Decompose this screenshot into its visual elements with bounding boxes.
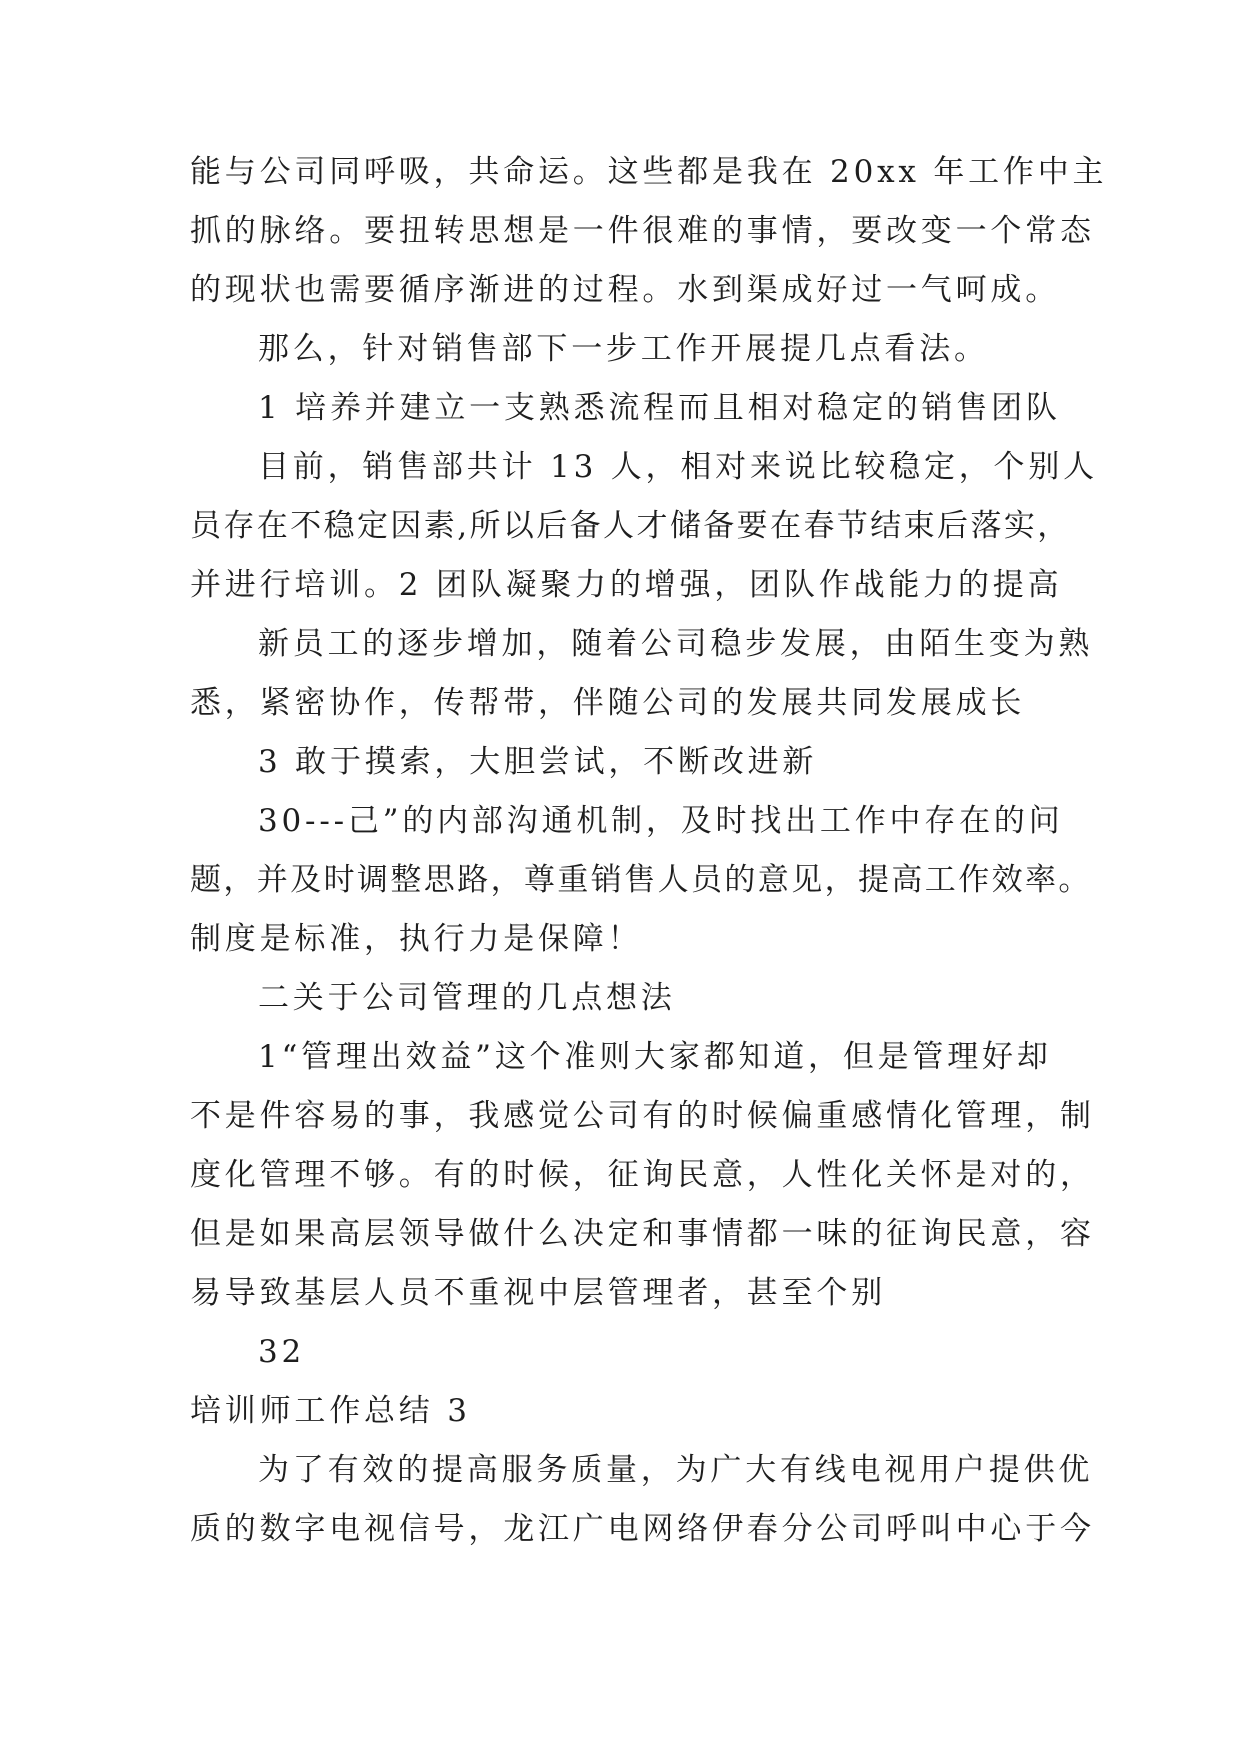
- text-line: 不是件容易的事，我感觉公司有的时候偏重感情化管理，制: [190, 1098, 1095, 1134]
- text-line: 悉，紧密协作，传帮带，伴随公司的发展共同发展成长: [190, 685, 1026, 721]
- list-item-heading: 3 敢于摸索，大胆尝试，不断改进新: [258, 744, 818, 780]
- text-line: 1“管理出效益”这个准则大家都知道，但是管理好却: [258, 1039, 1052, 1075]
- text-line: 度化管理不够。有的时候，征询民意，人性化关怀是对的，: [190, 1157, 1095, 1193]
- text-line: 题，并及时调整思路，尊重销售人员的意见，提高工作效率。: [190, 862, 1092, 898]
- text-line: 质的数字电视信号，龙江广电网络伊春分公司呼叫中心于今: [190, 1511, 1095, 1547]
- text-line: 目前，销售部共计 13 人，相对来说比较稳定，个别人: [258, 449, 1098, 485]
- text-line: 易导致基层人员不重视中层管理者，甚至个别: [190, 1275, 886, 1311]
- text-line: 30---己”的内部沟通机制，及时找出工作中存在的问: [258, 803, 1064, 839]
- page-number: 32: [258, 1334, 306, 1370]
- list-item-heading: 1 培养并建立一支熟悉流程而且相对稳定的销售团队: [258, 390, 1061, 426]
- text-line: 并进行培训。2 团队凝聚力的增强，团队作战能力的提高: [190, 567, 1063, 603]
- text-line: 能与公司同呼吸，共命运。这些都是我在 20xx 年工作中主: [190, 154, 1108, 190]
- text-line: 抓的脉络。要扭转思想是一件很难的事情，要改变一个常态: [190, 213, 1095, 249]
- text-line: 但是如果高层领导做什么决定和事情都一味的征询民意，容: [190, 1216, 1095, 1252]
- text-line: 为了有效的提高服务质量，为广大有线电视用户提供优: [258, 1452, 1094, 1488]
- section-heading: 二关于公司管理的几点想法: [258, 980, 676, 1016]
- text-line: 制度是标准，执行力是保障！: [190, 921, 643, 957]
- text-line: 那么，针对销售部下一步工作开展提几点看法。: [258, 331, 989, 367]
- text-line: 员存在不稳定因素,所以后备人才储备要在春节结束后落实，: [190, 508, 1071, 544]
- text-line: 新员工的逐步增加，随着公司稳步发展，由陌生变为熟: [258, 626, 1094, 662]
- text-line: 的现状也需要循序渐进的过程。水到渠成好过一气呵成。: [190, 272, 1060, 308]
- section-title: 培训师工作总结 3: [190, 1393, 471, 1429]
